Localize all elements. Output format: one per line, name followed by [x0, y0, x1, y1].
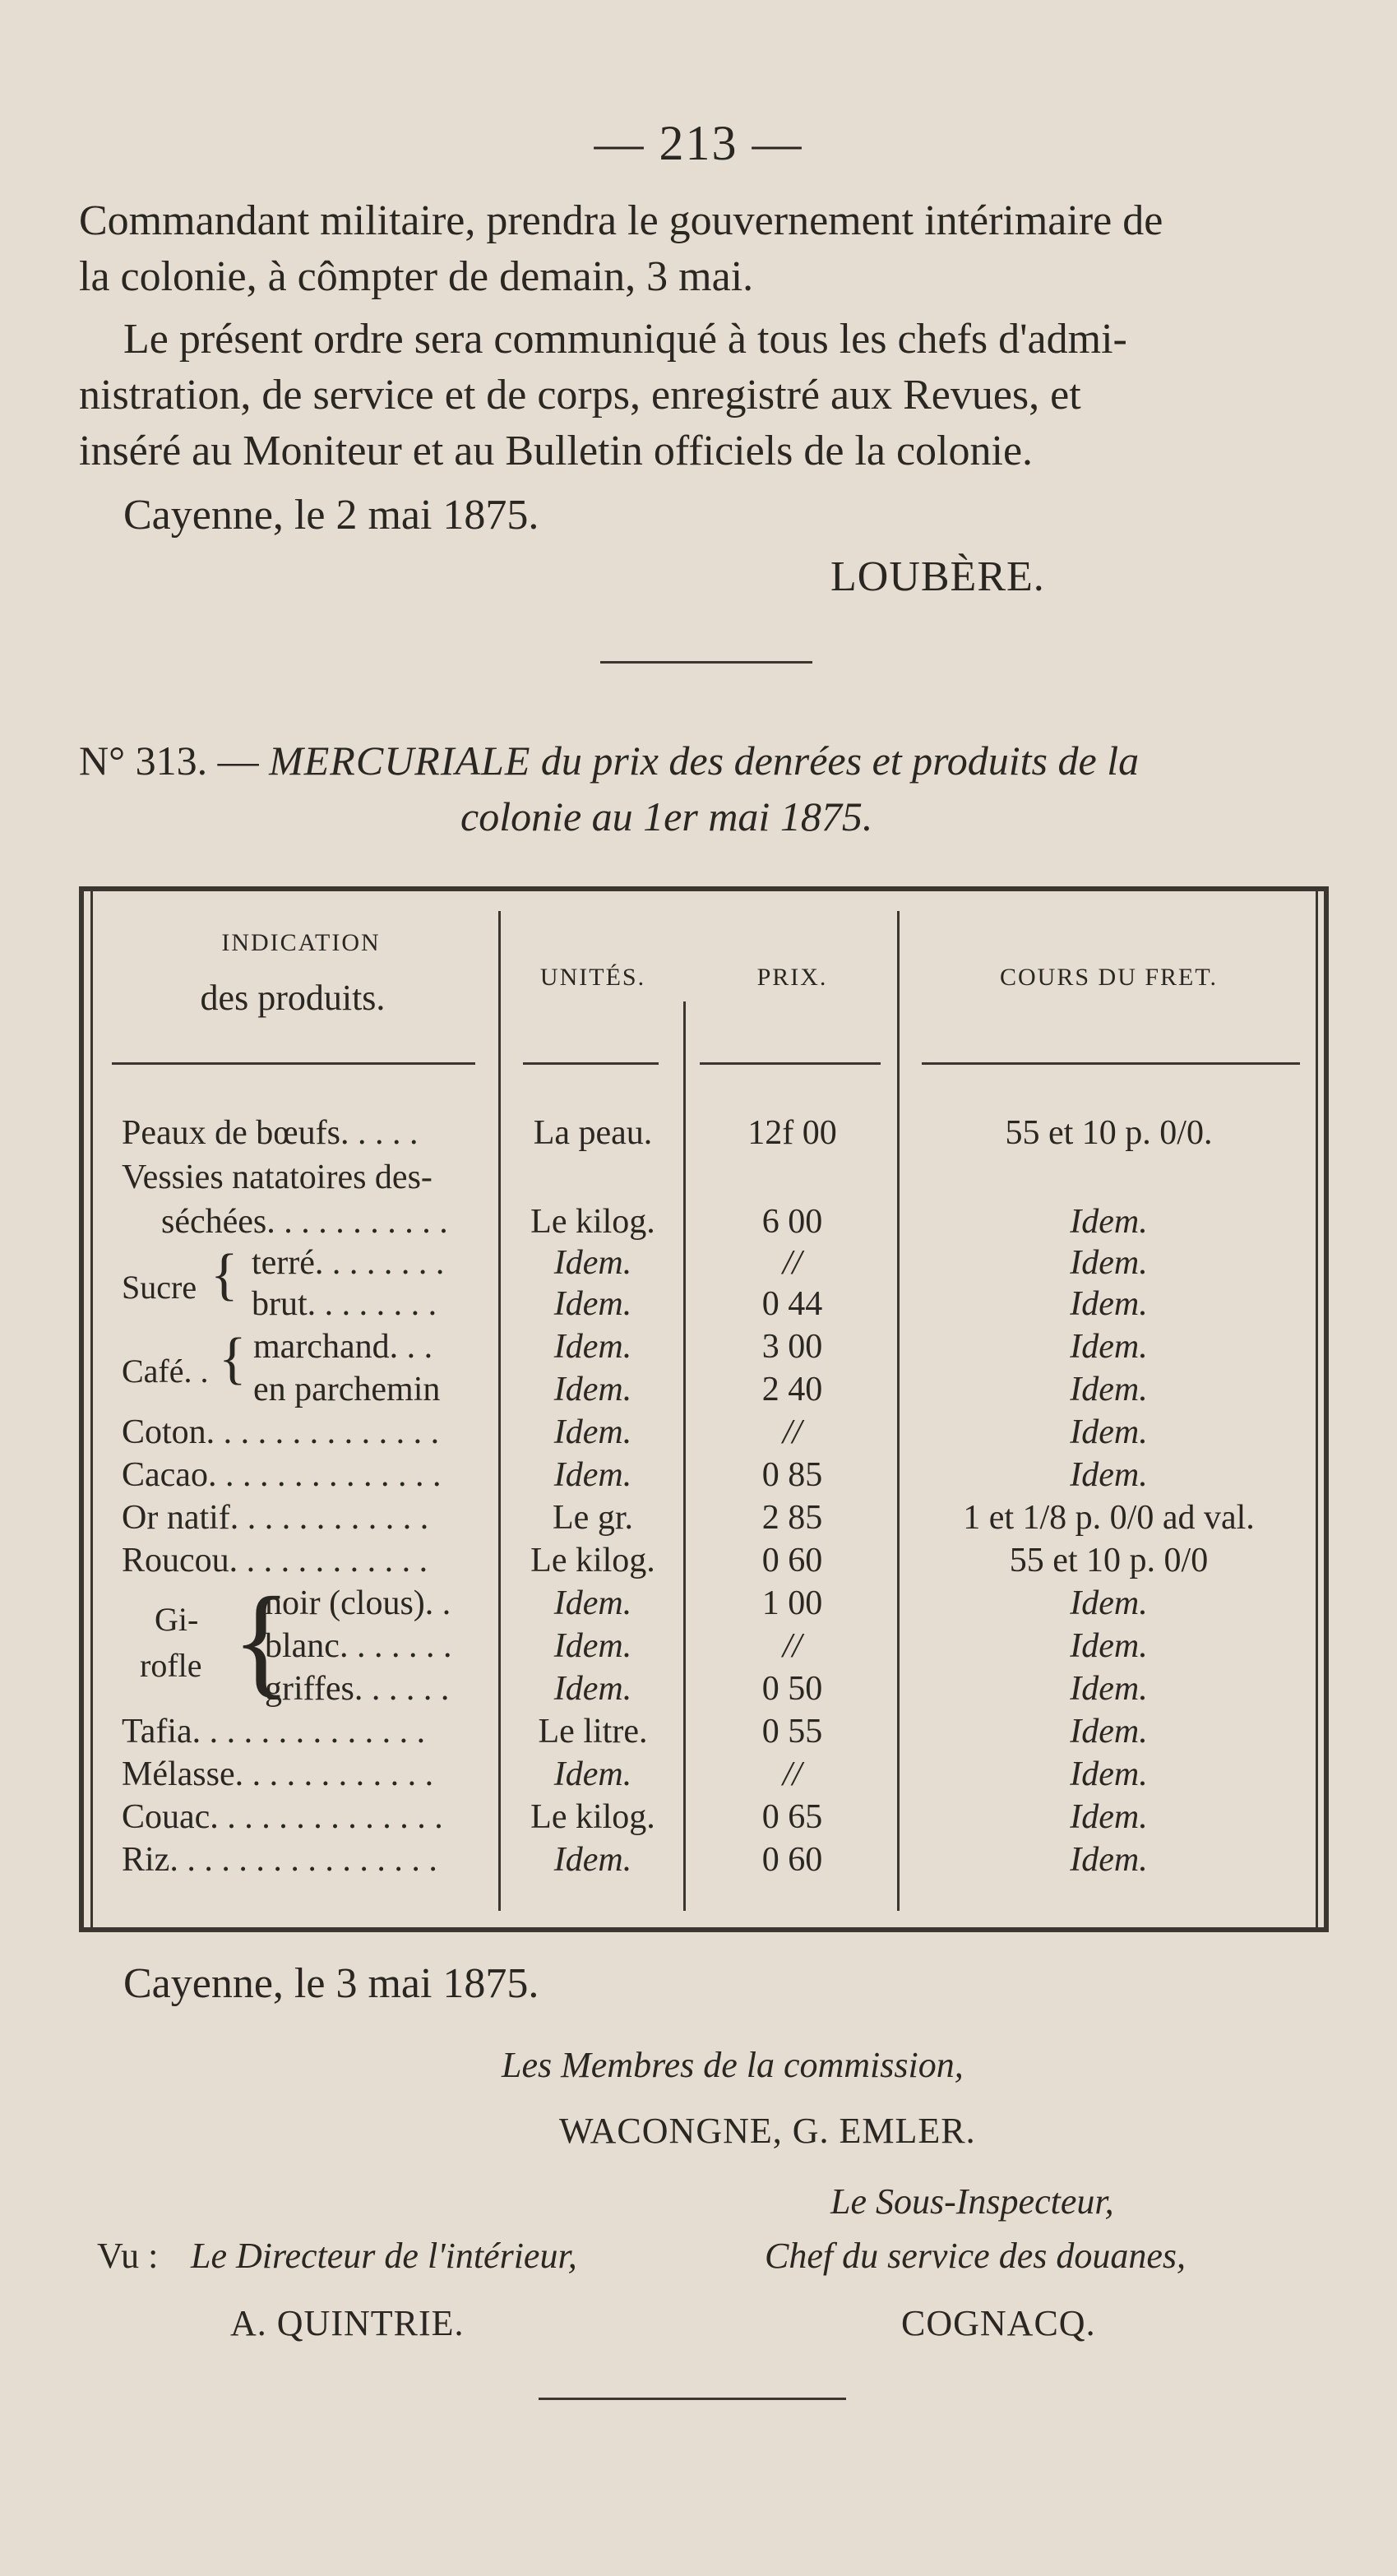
header-underline-indication [112, 1062, 475, 1065]
table-bottom-border [79, 1927, 1329, 1932]
inspecteur-title-2: Chef du service des douanes, [765, 2236, 1186, 2276]
inspecteur-title-1: Le Sous-Inspecteur, [830, 2181, 1114, 2222]
page-number: — 213 — [594, 116, 803, 170]
document-title-line-2: colonie au 1er mai 1875. [460, 793, 873, 839]
intro-line-5: inséré au Moniteur et au Bulletin officiels de la colonie. [79, 428, 1034, 474]
intro-place-date: Cayenne, le 2 mai 1875. [123, 492, 539, 539]
intro-signature: LOUBÈRE. [830, 553, 1045, 600]
commission-title: Les Membres de la commission, [502, 2045, 964, 2085]
table-row: séchées. . . . . . . . . . . Le kilog. 6 00 Idem. [161, 1203, 1148, 1241]
table-row: Or natif. . . . . . . . . . . . Le gr. 2 85 1 et 1/8 p. 0/0 ad val. [122, 1499, 1255, 1537]
header-underline-prix [700, 1062, 881, 1065]
table-row: terré. . . . . . . . Idem. // Idem. [252, 1244, 1148, 1282]
group-label-girofle-2: rofle [140, 1647, 202, 1684]
header-unites: UNITÉS. [539, 964, 646, 991]
document-title-word: MERCURIALE [269, 738, 531, 784]
header-underline-unites [523, 1062, 659, 1065]
table-row: Tafia. . . . . . . . . . . . . . Le litre. 0 55 Idem. [122, 1713, 1148, 1750]
table-row: Riz. . . . . . . . . . . . . . . . Idem. 0 60 Idem. [122, 1841, 1148, 1879]
header-indication-2: des produits. [200, 978, 386, 1018]
table-row: Mélasse. . . . . . . . . . . . Idem. // Idem. [122, 1755, 1148, 1793]
document-title-rest: du prix des denrées et produits de la [540, 738, 1140, 784]
intro-line-3: Le présent ordre sera communiqué à tous les chefs d'admi- [123, 316, 1127, 363]
header-cours-du-fret: COURS DU FRET. [1000, 964, 1218, 991]
mercuriale-table [79, 886, 1329, 1932]
table-row: griffes. . . . . . Idem. 0 50 Idem. [265, 1670, 1148, 1708]
document-title-line-1 [79, 733, 1139, 788]
brace-girofle: { [232, 1572, 291, 1709]
header-indication-1: INDICATION [221, 929, 381, 956]
intro-line-4: nistration, de service et de corps, enregistré aux Revues, et [79, 372, 1081, 419]
document-number: N° 313. — [79, 738, 259, 784]
table-row: blanc. . . . . . . Idem. // Idem. [265, 1627, 1148, 1665]
table-top-border [79, 886, 1329, 891]
table-row: Couac. . . . . . . . . . . . . . Le kilog. 0 65 Idem. [122, 1798, 1148, 1836]
brace-cafe: { [219, 1327, 247, 1390]
directeur-name: A. QUINTRIE. [230, 2303, 465, 2343]
table-row: Peaux de bœufs. . . . . La peau. 12f 00 55 et 10 p. 0/0. [122, 1114, 1213, 1152]
brace-sucre: { [210, 1243, 238, 1306]
table-row: Cacao. . . . . . . . . . . . . . Idem. 0 85 Idem. [122, 1456, 1148, 1494]
table-row: Vessies natatoires des- [122, 1159, 433, 1196]
table-row: noir (clous). . Idem. 1 00 Idem. [265, 1584, 1148, 1622]
table-row: marchand. . . Idem. 3 00 Idem. [253, 1328, 1148, 1366]
header-prix: PRIX. [756, 964, 828, 991]
group-label-sucre: Sucre [122, 1269, 197, 1306]
group-label-cafe: Café. . [122, 1353, 209, 1390]
footer-place-date: Cayenne, le 3 mai 1875. [123, 1960, 539, 2007]
inspecteur-name: COGNACQ. [901, 2303, 1096, 2343]
group-label-girofle-1: Gi- [155, 1601, 199, 1638]
table-row: brut. . . . . . . . Idem. 0 44 Idem. [252, 1285, 1148, 1323]
table-row: en parchemin Idem. 2 40 Idem. [253, 1371, 1148, 1408]
vu-label: Vu : [97, 2236, 159, 2276]
section-divider [600, 661, 812, 664]
intro-line-2: la colonie, à cômpter de demain, 3 mai. [79, 253, 754, 300]
table-row: Roucou. . . . . . . . . . . . Le kilog. 0 60 55 et 10 p. 0/0 [122, 1542, 1209, 1579]
header-underline-fret [922, 1062, 1300, 1065]
end-divider [539, 2398, 846, 2400]
intro-line-1: Commandant militaire, prendra le gouvernement intérimaire de [79, 197, 1163, 244]
directeur-title: Le Directeur de l'intérieur, [191, 2236, 577, 2276]
commission-names: WACONGNE, G. EMLER. [559, 2111, 976, 2151]
table-row: Coton. . . . . . . . . . . . . . Idem. // Idem. [122, 1413, 1148, 1451]
